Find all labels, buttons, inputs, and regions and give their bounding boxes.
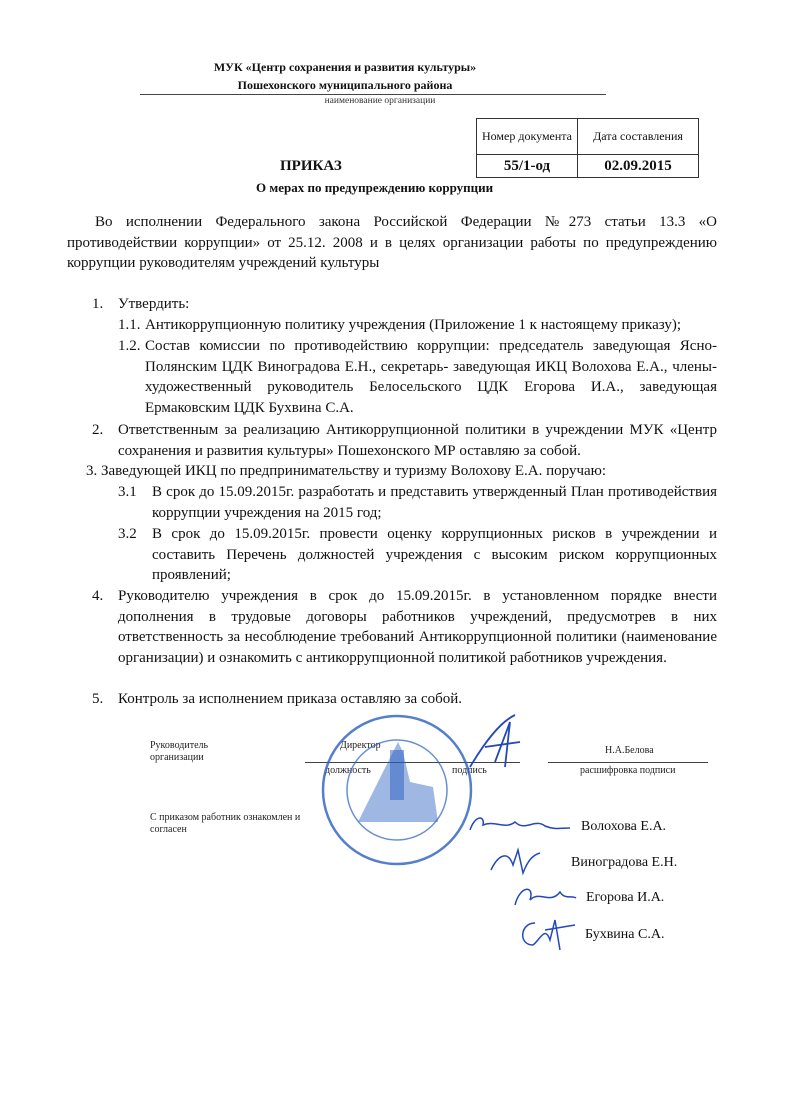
item-text: Антикоррупционную политику учреждения (Приложение 1 к настоящему приказу);	[145, 317, 682, 333]
document-number-table	[476, 118, 699, 178]
org-name-line1: МУК «Центр сохранения и развития культуры»	[213, 60, 477, 74]
intro-paragraph: Во исполнении Федерального закона Российской Федерации №273 статьи 13.3 «О противодействии коррупции» от 25.12. 2008 и в целях организации работы по предупреждению коррупции руководителям учреждений культуры	[67, 214, 717, 271]
head-label: Руководитель организации	[150, 740, 209, 763]
signer-signature	[488, 845, 543, 880]
item-text: В срок до 15.09.2015г. провести оценку коррупционных рисков в учреждении и составить Перечень должностей учреждения с высоким риском коррупционных проявлений;	[152, 526, 717, 583]
org-name-line2: Пошехонского муниципального района	[237, 78, 453, 92]
item-text: В срок до 15.09.2015г. разработать и представить утвержденный План противодействия коррупции учреждения на 2015 год;	[152, 484, 717, 521]
item-text: Ответственным за реализацию Антикоррупционной политики в учреждении МУК «Центр сохранения и развития культуры» Пошехонского МР оставляю за собой.	[118, 422, 717, 459]
item-text: Утвердить:	[118, 296, 190, 312]
head-name: Н.А.Белова	[605, 745, 654, 756]
signer-name: Волохова Е.А.	[581, 819, 667, 834]
item-number: 4.	[92, 588, 104, 604]
item-text: Руководителю учреждения в срок до 15.09.2015г. в установленном порядке внести дополнения в трудовые договоры работников учреждений, предусмотрев в них ответственность за несоблюдение требований Антикоррупционной политики (наименование организации) и ознакомить с антикоррупционной политикой работников учреждения.	[118, 588, 717, 666]
ack-label: С приказом работник ознакомлен и согласен	[150, 812, 301, 835]
signer-signature	[510, 880, 580, 915]
item-number: 3.1	[118, 484, 137, 500]
signer-name: Виноградова Е.Н.	[571, 855, 678, 870]
director-signature	[465, 712, 525, 772]
name-caption: расшифровка подписи	[580, 765, 676, 776]
name-line	[548, 762, 708, 763]
doc-date: 02.09.2015	[578, 155, 699, 178]
item-text: 3. Заведующей ИКЦ по предпринимательству и туризму Волохову Е.А. поручаю:	[86, 463, 607, 479]
doc-date-header: Дата составления	[578, 119, 699, 155]
item-number: 1.	[92, 296, 104, 312]
page-subtitle: О мерах по предупреждению коррупции	[256, 180, 494, 195]
doc-number-header: Номер документа	[477, 119, 578, 155]
signer-name: Егорова И.А.	[586, 890, 665, 905]
doc-number: 55/1-од	[477, 155, 578, 178]
signer-name: Бухвина С.А.	[585, 927, 665, 942]
org-caption: наименование организации	[324, 96, 436, 106]
item-text: Контроль за исполнением приказа оставляю за собой.	[118, 691, 463, 707]
signature-caption: подпись	[452, 765, 487, 776]
item-number: 3.2	[118, 526, 137, 542]
item-text: Состав комиссии по противодействию коррупции: председатель заведующая Ясно-Полянским ЦДК Виноградова Е.Н., секретарь- заведующая ИКЦ Волохова Е.А., члены- художественный руководитель Белосельского ЦДК Егорова И.А., заведующая Ермаковским ЦДК Бухвина С.А.	[145, 338, 717, 416]
signer-signature	[465, 810, 575, 840]
position-caption: должность	[325, 765, 371, 776]
item-number: 5.	[92, 691, 104, 707]
signer-signature	[515, 915, 580, 955]
item-number: 1.2.	[118, 338, 141, 354]
item-number: 2.	[92, 422, 104, 438]
organization-stamp	[318, 712, 476, 867]
org-underline	[140, 94, 606, 95]
item-number: 1.1.	[118, 317, 141, 333]
page-title: ПРИКАЗ	[280, 158, 342, 174]
position-value: Директор	[340, 740, 381, 751]
